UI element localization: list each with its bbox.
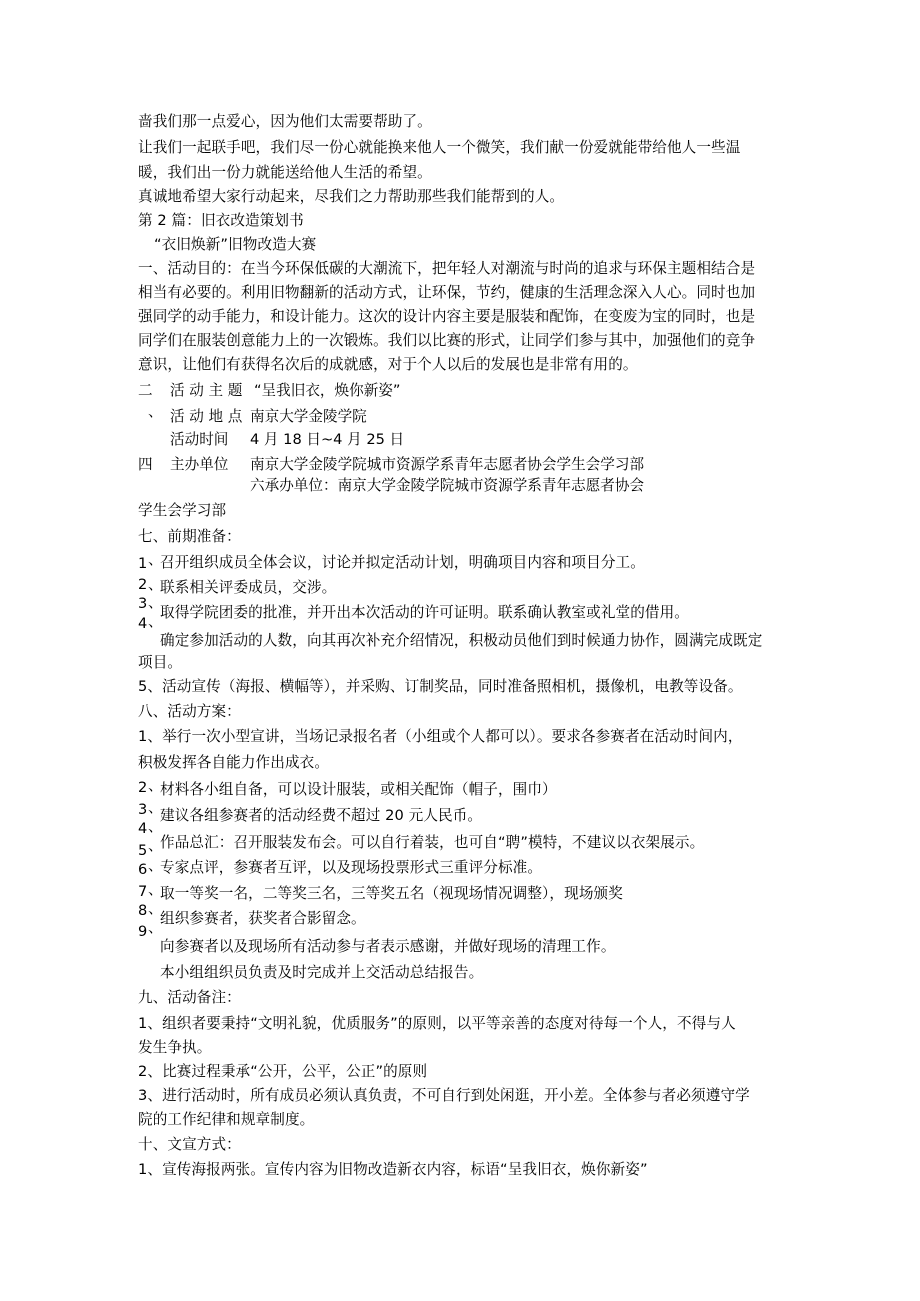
time-label: 活动时间	[170, 431, 229, 448]
list-item: 本小组组织员负责及时完成并上交活动总结报告。	[160, 964, 484, 981]
section-heading: 十、文宣方式：	[138, 1136, 241, 1153]
section-heading: 九、活动备注：	[138, 989, 241, 1006]
list-marker: 2	[138, 576, 148, 593]
list-marker: 、	[148, 900, 163, 917]
list-item: 1、宣传海报两张。宣传内容为旧物改造新衣内容，标语“呈我旧衣，焕你新姿”	[138, 1161, 648, 1178]
place-value: 南京大学金陵学院	[250, 408, 367, 425]
list-item: 向参赛者以及现场所有活动参与者表示感谢，并做好现场的清理工作。	[160, 938, 616, 955]
list-item: 3、进行活动时，所有成员必须认真负责，不可自行到处闲逛，开小差。全体参与者必须遵守学	[138, 1087, 750, 1104]
list-marker: 、	[148, 613, 163, 630]
list-item: 专家点评，参赛者互评，以及现场投票形式三重评分标准。	[160, 859, 543, 876]
list-item: 作品总汇：召开服装发布会。可以自行着装，也可自“聘”模特，不建议以衣架展示。	[160, 834, 705, 851]
list-item: 院的工作纪律和规章制度。	[138, 1111, 315, 1128]
list-marker: 、	[148, 837, 163, 854]
paragraph-line: 意识，让他们有获得名次后的成就感，对于个人以后的发展也是非常有用的。	[138, 356, 638, 373]
list-marker: 4	[138, 615, 148, 632]
list-marker: 、	[148, 799, 163, 816]
list-item: 发生争执。	[138, 1039, 212, 1056]
paragraph-line: 一、活动目的：在当今环保低碳的大潮流下，把年轻人对潮流与时尚的追求与环保主题相结合是	[138, 260, 756, 277]
list-marker: 、	[148, 576, 163, 593]
list-item: 2、比赛过程秉承“公开，公平，公正”的原则	[138, 1063, 428, 1080]
list-marker: 四	[138, 456, 153, 473]
list-item: 取一等奖一名，二等奖三名，三等奖五名（视现场情况调整），现场颁奖	[160, 885, 623, 902]
time-value: 4 月 18 日~4 月 25 日	[250, 431, 405, 448]
list-item: 召开组织成员全体会议，讨论并拟定活动计划，明确项目内容和项目分工。	[160, 554, 645, 571]
paragraph-line: 让我们一起联手吧，我们尽一份心就能换来他人一个微笑，我们献一份爱就能带给他人一些温	[138, 139, 741, 156]
theme-label: 活 动 主 题	[170, 382, 243, 399]
list-marker: 二	[138, 382, 153, 399]
section-heading: 第 2 篇：旧衣改造策划书	[138, 212, 304, 229]
event-title: “衣旧焕新”旧物改造大赛	[154, 236, 317, 253]
list-marker: 、	[148, 551, 163, 568]
list-item: 材料各小组自备，可以设计服装，或相关配饰（帽子，围巾）	[160, 781, 557, 798]
list-item: 组织参赛者，获奖者合影留念。	[160, 910, 366, 927]
list-marker: 1	[138, 555, 148, 572]
list-item: 5、活动宣传（海报、横幅等），并采购、订制奖品，同时准备照相机，摄像机，电教等设备。	[138, 678, 743, 695]
paragraph-line: 啬我们那一点爱心，因为他们太需要帮助了。	[138, 113, 432, 130]
list-item: 1、举行一次小型宣讲，当场记录报名者（小组或个人都可以）。要求各参赛者在活动时间内，	[138, 728, 743, 745]
list-marker: 5	[138, 842, 148, 859]
list-marker: 3	[138, 801, 148, 818]
list-item: 建议各组参赛者的活动经费不超过 20 元人民币。	[160, 807, 483, 824]
paragraph-line: 强同学的动手能力，和设计能力。这次的设计内容主要是服装和配饰，在变废为宝的同时，也是	[138, 308, 756, 325]
list-marker: 、	[148, 881, 163, 898]
list-marker: 7	[138, 883, 148, 900]
list-marker: 、	[148, 818, 163, 835]
list-marker: 、	[148, 919, 163, 936]
list-marker: 9	[138, 923, 148, 940]
paragraph-line: 相当有必要的。利用旧物翻新的活动方式，让环保，节约，健康的生活理念深入人心。同时也加	[138, 284, 756, 301]
list-item: 1、组织者要秉持“文明礼貌，优质服务”的原则，以平等亲善的态度对待每一个人，不得与人	[138, 1015, 736, 1032]
list-item: 联系相关评委成员，交涉。	[160, 579, 337, 596]
organizer-value: 南京大学金陵学院城市资源学系青年志愿者协会学生会学习部	[250, 456, 645, 473]
co-organizer: 六承办单位：南京大学金陵学院城市资源学系青年志愿者协会	[250, 477, 645, 494]
list-marker: 3	[138, 595, 148, 612]
place-label: 活 动 地 点	[170, 408, 243, 425]
list-item: 积极发挥各自能力作出成衣。	[138, 754, 330, 771]
list-marker: 6	[138, 861, 148, 878]
list-marker: 、	[148, 403, 163, 420]
paragraph-line: 真诚地希望大家行动起来，尽我们之力帮助那些我们能帮到的人。	[138, 188, 565, 205]
paragraph-line: 同学们在服装创意能力上的一次锻炼。我们以比赛的形式，让同学们参与其中，加强他们的竞争	[138, 332, 756, 349]
theme-value: “呈我旧衣，焕你新姿”	[254, 382, 401, 399]
list-marker: 、	[148, 594, 163, 611]
list-item: 确定参加活动的人数，向其再次补充介绍情况，积极动员他们到时候通力协作，圆满完成既定	[160, 632, 763, 649]
paragraph-line: 学生会学习部	[138, 502, 227, 519]
list-marker: 8	[138, 902, 148, 919]
list-marker: 2	[138, 779, 148, 796]
section-heading: 七、前期准备：	[138, 528, 241, 545]
paragraph-line: 暖，我们出一份力就能送给他人生活的希望。	[138, 164, 432, 181]
organizer-label: 主办单位	[170, 456, 229, 473]
section-heading: 八、活动方案：	[138, 703, 241, 720]
list-item: 取得学院团委的批准，并开出本次活动的许可证明。联系确认教室或礼堂的借用。	[160, 604, 689, 621]
list-item: 项目。	[138, 654, 183, 671]
list-marker: 4	[138, 820, 148, 837]
list-marker: 、	[148, 777, 163, 794]
list-marker: 、	[148, 857, 163, 874]
